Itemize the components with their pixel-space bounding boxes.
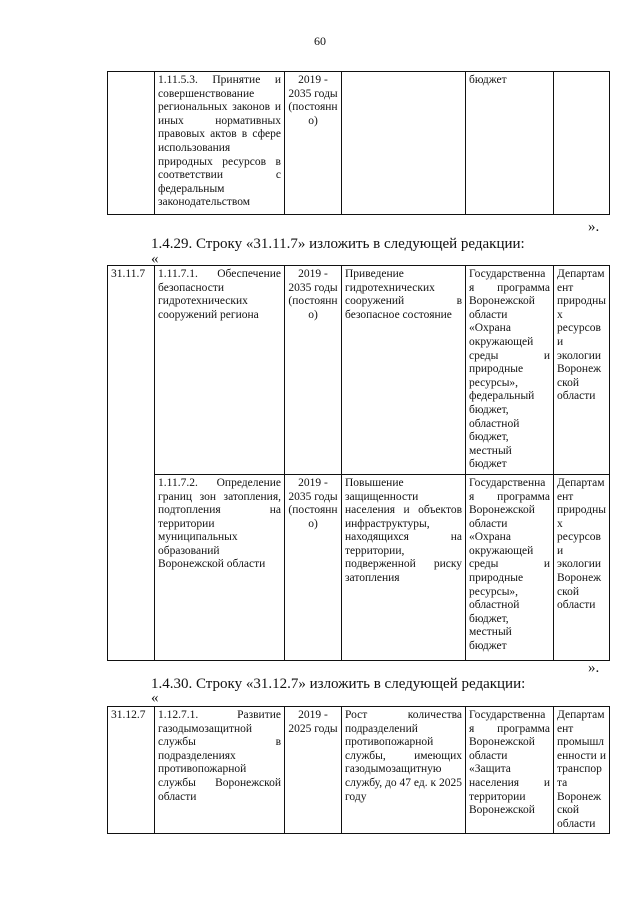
executor-cell: Департамент природных ресурсов и экологии Воронежской области	[554, 474, 610, 660]
period-cell: 2019 - 2035 годы (постоянно)	[285, 72, 342, 215]
row-code-cell: 31.11.7	[108, 266, 155, 661]
period-cell: 2019 - 2025 годы	[285, 707, 342, 834]
page-number: 60	[314, 34, 326, 48]
table-row-31-12-7	[107, 706, 610, 834]
result-cell	[342, 72, 466, 215]
funding-cell: Государственная программа Воронежской области «Охрана окружающей среды и природные ресурсы», федеральный бюджет, областной бюджет, местный бюджет	[466, 266, 554, 475]
activity-cell: 1.11.5.3. Принятие и совершенствование региональных законов и иных нормативных правовых актов в сфере использования природных ресурсов в соответствии с федеральным законодательством	[155, 72, 285, 215]
closing-quote: ».	[588, 219, 600, 235]
funding-cell: Государственная программа Воронежской области «Охрана окружающей среды и природные ресурсы», областной бюджет, местный бюджет	[466, 474, 554, 660]
row-code-cell: 31.12.7	[108, 707, 155, 834]
table-row-31-11-7	[107, 265, 610, 661]
activity-cell: 1.11.7.1. Обеспечение безопасности гидротехнических сооружений региона	[155, 266, 285, 475]
activity-cell: 1.11.7.2. Определение границ зон затопления, подтопления на территории муниципальных образований Воронежской области	[155, 474, 285, 660]
opening-quote: «	[151, 690, 159, 706]
activity-cell: 1.12.7.1. Развитие газодымозащитной службы в подразделениях противопожарной службы Воронежской области	[155, 707, 285, 834]
executor-cell: Департамент природных ресурсов и экологии Воронежской области	[554, 266, 610, 475]
row-code-cell	[108, 72, 155, 215]
result-cell: Приведение гидротехнических сооружений в безопасное состояние	[342, 266, 466, 475]
section-heading-1-4-29: 1.4.29. Строку «31.11.7» изложить в следующей редакции:	[151, 236, 525, 252]
result-cell: Повышение защищенности населения и объектов инфраструктуры, находящихся на территории, подверженной риску затопления	[342, 474, 466, 660]
funding-cell: бюджет	[466, 72, 554, 215]
table-row	[108, 707, 610, 834]
table-row	[108, 72, 610, 215]
table-row	[108, 266, 610, 475]
closing-quote: ».	[588, 660, 600, 676]
opening-quote: «	[151, 251, 159, 267]
result-cell: Рост количества подразделений противопожарной службы, имеющих газодымозащитную службу, до 47 ед. к 2025 году	[342, 707, 466, 834]
period-cell: 2019 - 2035 годы (постоянно)	[285, 266, 342, 475]
table-row	[108, 474, 610, 660]
section-heading-1-4-30: 1.4.30. Строку «31.12.7» изложить в следующей редакции:	[151, 676, 526, 692]
funding-cell: Государственная программа Воронежской области «Защита населения и территории Воронежской	[466, 707, 554, 834]
table-continuation	[107, 71, 610, 215]
executor-cell: Департамент промышленности и транспорта Воронежской области	[554, 707, 610, 834]
executor-cell	[554, 72, 610, 215]
period-cell: 2019 - 2035 годы (постоянно)	[285, 474, 342, 660]
